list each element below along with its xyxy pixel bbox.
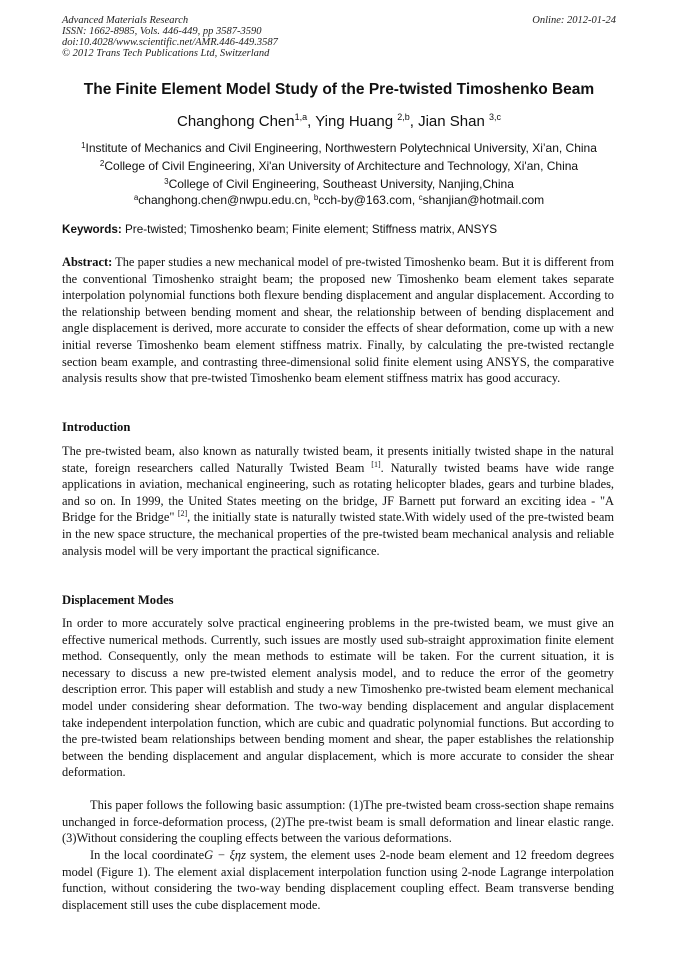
affil-sup: 1: [81, 141, 86, 150]
author-affil-sup: 1,a: [294, 112, 308, 122]
abstract-text: The paper studies a new mechanical model of pre-twisted Timoshenko beam. But it is different from the conventional Timoshenko straight beam; the proposed new Timoshenko beam element takes separate interpolation polynomial functions both flexure bending displacement and angular displacement. According to the relationship between bending moment and shear, the relationship between of bending displacement and angle displacement is derived, more accurate to consider the effects of shear deformation, come up with a new initial reverse Timoshenko beam element stiffness matrix. Finally, by calculating the pre-twisted rectangle section beam example, and contrasting three-dimensional solid finite element using ANSYS, the comparative analysis results show that pre-twisted Timoshenko beam element stiffness matrix has good accuracy.: [62, 255, 614, 386]
author-separator: ,: [307, 113, 316, 130]
affil-sup: 3: [164, 177, 169, 186]
abstract: [62, 254, 614, 387]
coordinate-math: G − ξηz: [204, 848, 246, 862]
keywords-text: Pre-twisted; Timoshenko beam; Finite element; Stiffness matrix, ANSYS: [121, 223, 497, 236]
intro-text-3: , the initially state is naturally twisted state.With widely used of the pre-twisted beam in the new space structure, the mechanical properties of the pre-twisted beam mechanical analysis and reliable analysis model will be very important the practical significance.: [62, 510, 614, 558]
author-list: [30, 112, 648, 130]
author-affil-sup: 3,c: [488, 112, 501, 122]
paper-title: The Finite Element Model Study of the Pre-twisted Timoshenko Beam: [83, 81, 595, 98]
email-line: [20, 193, 658, 207]
author-name: Ying Huang: [315, 113, 398, 130]
section-heading-introduction: Introduction: [62, 420, 131, 434]
p3-text-pre: In the local coordinate: [90, 848, 205, 862]
author-affil-sup: 2,b: [397, 112, 410, 122]
email-b[interactable]: cch-by@163.com,: [318, 193, 419, 207]
author-separator: ,: [409, 113, 419, 130]
email-a[interactable]: changhong.chen@nwpu.edu.cn,: [138, 193, 314, 207]
online-date: Online: 2012-01-24: [532, 15, 616, 26]
journal-name: Advanced Materials Research: [62, 15, 189, 26]
citation-ref[interactable]: [2]: [177, 509, 188, 519]
issn-line: ISSN: 1662-8985, Vols. 446-449, pp 3587-3590: [62, 26, 262, 37]
displacement-paragraph-2: This paper follows the following basic assumption: (1)The pre-twisted beam cross-section shape remains unchanged in force-deformation process, (2)The pre-twist beam is small deformation and linear elastic range. (3)Without considering the coupling effects between the various deformations.: [62, 798, 614, 846]
email-c[interactable]: shanjian@hotmail.com: [422, 193, 545, 207]
affiliation-2: [20, 159, 658, 173]
abstract-label: Abstract:: [62, 255, 113, 269]
affiliation-1: [20, 141, 658, 155]
introduction-paragraph: [62, 443, 614, 559]
author-name: Changhong Chen: [177, 113, 295, 130]
affil-text: College of Civil Engineering, Xi'an University of Architecture and Technology, Xi'an, China: [104, 159, 579, 173]
intro-text-2: . Naturally twisted beams have wide range applications in aviation, mechanical engineering, such as rotating helicopter blades, gears and turbine blades, and so on. In 1999, the United States meeting on the bridge, JF Barnett put forward an exciting idea - "A Bridge for the Bridge": [62, 460, 614, 525]
email-sup: c: [418, 193, 423, 202]
section-heading-displacement-modes: Displacement Modes: [62, 593, 174, 607]
email-sup: a: [133, 193, 139, 202]
keywords: [62, 223, 497, 236]
intro-text-1: The pre-twisted beam, also known as naturally twisted beam, it presents initially twisted shape in the natural state, foreign researchers called Naturally Twisted Beam: [62, 444, 614, 475]
affil-text: Institute of Mechanics and Civil Engineering, Northwestern Polytechnical University, Xi’an, China: [85, 141, 597, 155]
copyright-line: © 2012 Trans Tech Publications Ltd, Switzerland: [62, 48, 270, 59]
displacement-paragraph-3: [62, 847, 614, 913]
displacement-paragraph-1: In order to more accurately solve practical engineering problems in the pre-twisted beam, we must give an effective numerical methods. Currently, such issues are mostly used sub-straight approximation finite element method. Consequently, only the mean methods to estimate will be taken. For the current situation, it is necessary to discuss a new pre-twisted element analysis model, and to reduce the error of the geometry description error. This paper will establish and study a new Timoshenko pre-twisted beam element mechanical model under considering shear deformation. The two-way bending displacement and angular displacement take independent interpolation function, which are cubic and quadratic polynomial functions. But according to the pre-twisted beam relationships between bending moment and shear, the paper establishes the relationship between the bending displacement and angular displacement, which is more accurate to consider the shear deformation.: [62, 616, 614, 780]
p3-text-post: system, the element uses 2-node beam element and 12 freedom degrees model (Figure 1). The element axial displacement interpolation function using 2-node Lagrange interpolation function, without considering the two-way bending displacement coupling effect. Beam transverse bending displacement still uses the cube displacement mode.: [62, 848, 615, 912]
doi-line[interactable]: doi:10.4028/www.scientific.net/AMR.446-449.3587: [62, 37, 278, 48]
affiliation-3: [20, 177, 658, 191]
citation-ref[interactable]: [1]: [371, 459, 381, 469]
affil-text: College of Civil Engineering, Southeast University, Nanjing,China: [168, 177, 514, 191]
email-sup: b: [313, 193, 319, 202]
journal-info: [62, 15, 278, 59]
keywords-label: Keywords:: [62, 223, 122, 236]
author-name: Jian Shan: [418, 113, 489, 130]
affil-sup: 2: [99, 159, 105, 168]
